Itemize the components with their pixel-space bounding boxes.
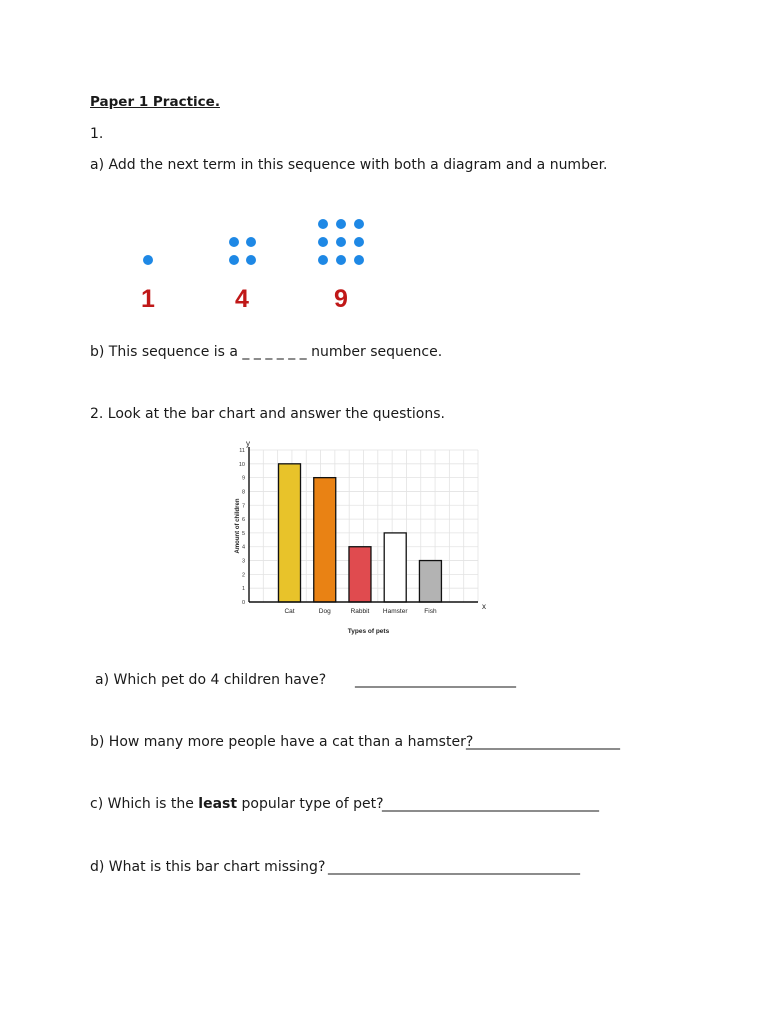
question-2c-emphasis: least [198, 796, 238, 812]
sequence-dot [318, 219, 328, 229]
y-tick-label: 3 [241, 558, 245, 565]
question-1a-text: a) Add the next term in this sequence with both a diagram and a number. [90, 157, 608, 173]
sequence-term-number: 1 [141, 285, 155, 313]
sequence-dot [229, 255, 239, 265]
answer-line-2d[interactable]: ____________________________________ [328, 859, 580, 875]
bar-dog [314, 478, 336, 602]
x-axis-letter: x [482, 602, 486, 611]
page-title: Paper 1 Practice. [90, 94, 220, 110]
sequence-dot [336, 255, 346, 265]
x-tick-label: Cat [284, 608, 295, 615]
question-2b-text: b) How many more people have a cat than a hamster? [90, 734, 474, 750]
y-tick-label: 5 [241, 530, 245, 537]
y-tick-label: 9 [241, 475, 245, 482]
y-tick-label: 7 [241, 503, 245, 510]
y-tick-label: 4 [241, 544, 245, 551]
sequence-dot [246, 237, 256, 247]
sequence-dot [143, 255, 153, 265]
y-tick-label: 11 [239, 448, 245, 454]
y-tick-label: 6 [241, 517, 245, 524]
sequence-dot [354, 219, 364, 229]
sequence-dot [336, 237, 346, 247]
question-1-number: 1. [90, 126, 104, 142]
question-2d-text: d) What is this bar chart missing? [90, 859, 326, 875]
y-tick-label: 8 [241, 489, 245, 496]
x-tick-label: Rabbit [350, 608, 370, 615]
answer-line-2a[interactable]: _______________________ [355, 672, 516, 688]
sequence-dot [318, 237, 328, 247]
sequence-dot [336, 219, 346, 229]
answer-line-2b[interactable]: ______________________ [466, 734, 620, 750]
y-tick-label: 1 [241, 586, 245, 593]
y-tick-label: 0 [241, 600, 245, 606]
question-1b-text: b) This sequence is a _ _ _ _ _ _ number sequence. [90, 344, 443, 360]
pets-bar-chart [236, 434, 496, 644]
sequence-dot [246, 255, 256, 265]
y-axis-label: Amount of children [235, 498, 241, 554]
bar-rabbit [349, 547, 371, 602]
y-tick-label: 10 [238, 461, 245, 468]
x-axis-label: Types of pets [347, 628, 390, 635]
sequence-dot [354, 255, 364, 265]
question-2a-text: a) Which pet do 4 children have? [95, 672, 327, 688]
question-2c-prefix: c) Which is the [90, 796, 199, 812]
sequence-term-number: 4 [235, 285, 249, 313]
bar-hamster [384, 533, 406, 602]
sequence-dot [318, 255, 328, 265]
sequence-dot [229, 237, 239, 247]
sequence-term-number: 9 [334, 285, 348, 313]
y-tick-label: 2 [241, 572, 245, 579]
sequence-dot [354, 237, 364, 247]
x-tick-label: Hamster [382, 608, 408, 615]
question-2c-suffix: popular type of pet? [237, 796, 384, 812]
question-2-intro: 2. Look at the bar chart and answer the questions. [90, 406, 445, 422]
y-axis-letter: y [246, 439, 250, 448]
bar-fish [419, 561, 441, 602]
x-tick-label: Fish [424, 608, 437, 615]
question-2c-text [90, 795, 384, 813]
bar-cat [279, 464, 301, 602]
x-tick-label: Dog [318, 608, 331, 615]
answer-line-2c[interactable]: _______________________________ [382, 796, 599, 812]
